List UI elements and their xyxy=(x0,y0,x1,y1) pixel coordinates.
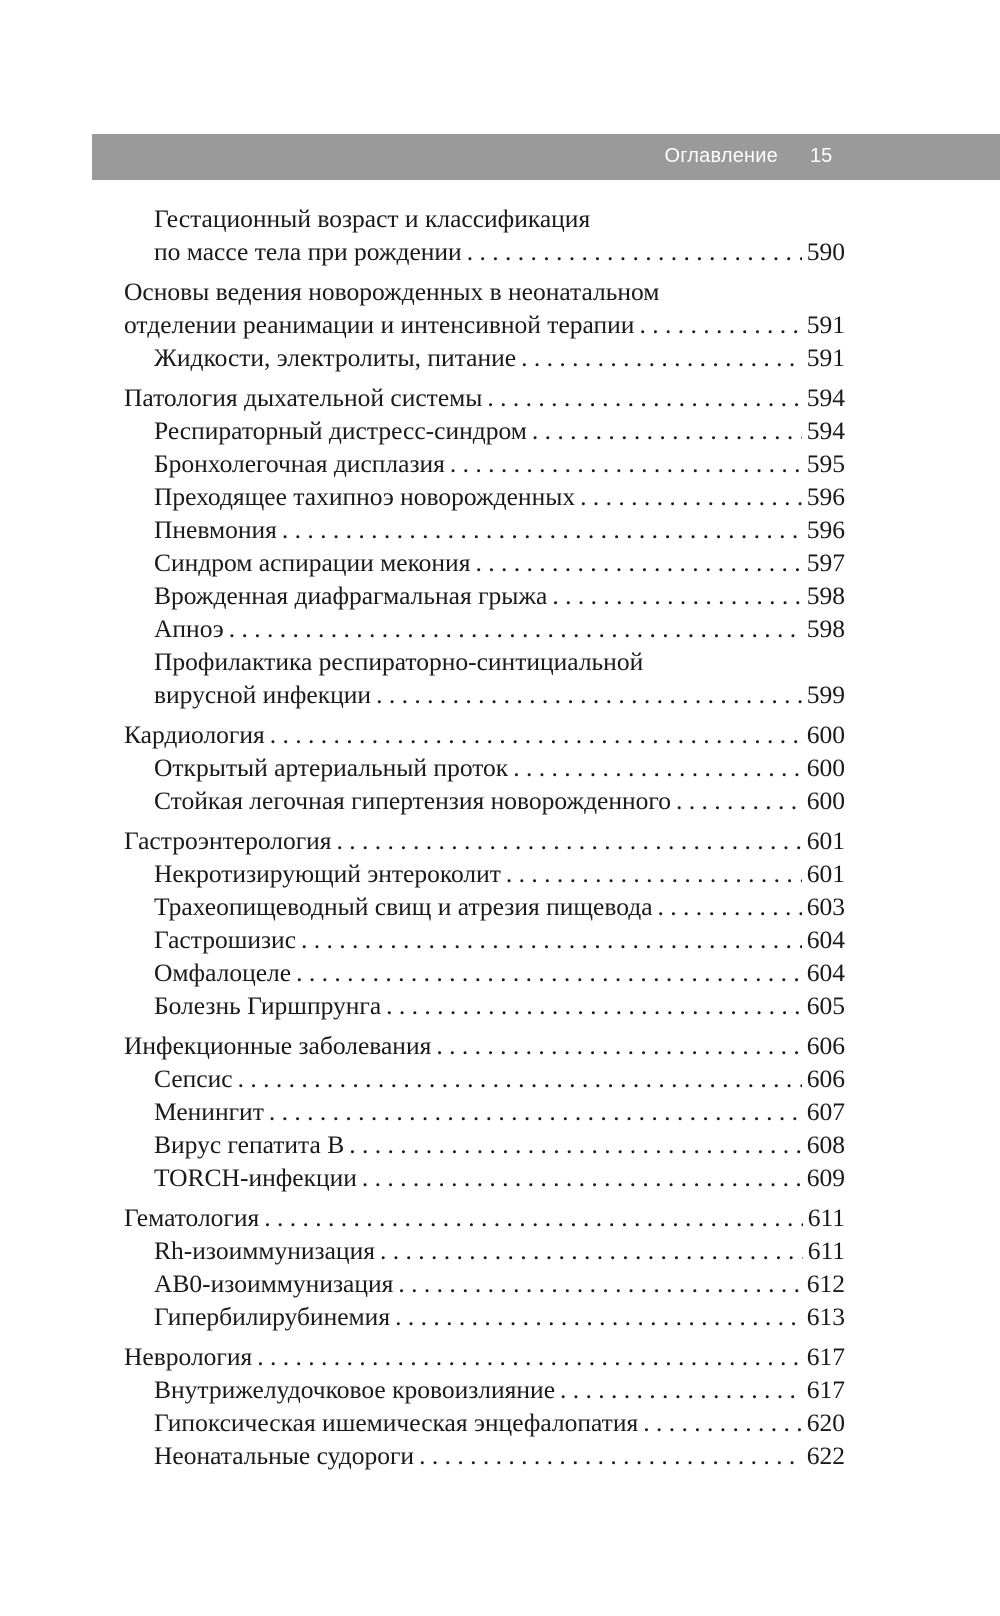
toc-entry xyxy=(124,1340,845,1373)
toc-subentry xyxy=(124,890,845,923)
dot-leader xyxy=(580,480,802,513)
header-page-number: 15 xyxy=(810,145,833,167)
dot-leader xyxy=(436,1029,801,1062)
toc-page-number: 596 xyxy=(806,515,845,544)
dot-leader xyxy=(419,1439,802,1472)
running-header xyxy=(92,134,1000,180)
toc-entry-label: Омфалоцеле xyxy=(154,958,292,987)
toc-subentry xyxy=(124,751,845,784)
toc-subentry xyxy=(124,956,845,989)
toc-page-number: 604 xyxy=(806,958,845,987)
toc-subentry xyxy=(124,784,845,817)
toc-subentry xyxy=(124,857,845,890)
toc-subentry xyxy=(124,1267,845,1300)
toc-entry-label: AB0-изоиммунизация xyxy=(154,1269,394,1298)
toc-subentry xyxy=(124,923,845,956)
toc-page-number: 620 xyxy=(806,1408,845,1437)
dot-leader xyxy=(257,1340,802,1373)
toc-entry-label: отделении реанимации и интенсивной терапии xyxy=(124,310,635,339)
dot-leader xyxy=(676,784,802,817)
toc-page-number: 607 xyxy=(806,1097,845,1126)
toc-subentry xyxy=(124,1373,845,1406)
toc-page-number: 604 xyxy=(806,925,845,954)
toc-subentry xyxy=(124,546,845,579)
toc-page-number: 601 xyxy=(806,859,845,888)
toc-entry-label: Апноэ xyxy=(154,614,224,643)
dot-leader xyxy=(264,1201,802,1234)
toc-entry xyxy=(124,718,845,751)
toc-page-number: 596 xyxy=(806,482,845,511)
toc-section xyxy=(124,275,845,374)
toc-page-number: 591 xyxy=(806,343,845,372)
toc-page-number: 590 xyxy=(806,237,845,266)
toc-entry xyxy=(124,1201,845,1234)
toc-page-number: 611 xyxy=(807,1236,845,1265)
toc-subentry xyxy=(124,1234,845,1267)
toc-entry xyxy=(124,381,845,414)
toc-entry-label: Неонатальные судороги xyxy=(154,1441,415,1470)
toc-page-number: 605 xyxy=(806,991,845,1020)
toc-entry-label: Некротизирующий энтероколит xyxy=(154,859,501,888)
dot-leader xyxy=(296,956,802,989)
dot-leader xyxy=(282,513,802,546)
dot-leader xyxy=(487,381,801,414)
toc-subentry xyxy=(124,1095,845,1128)
dot-leader xyxy=(337,824,802,857)
dot-leader xyxy=(238,1062,802,1095)
dot-leader xyxy=(467,235,802,268)
toc-entry xyxy=(124,1029,845,1062)
dot-leader xyxy=(380,1234,803,1267)
dot-leader xyxy=(270,718,802,751)
toc-entry-label: Сепсис xyxy=(154,1064,233,1093)
header-title: Оглавление xyxy=(664,145,778,167)
toc-section xyxy=(124,1340,845,1472)
toc-subentry xyxy=(124,1161,845,1194)
toc-entry-label: Гастроэнтерология xyxy=(124,826,332,855)
toc-entry-label: вирусной инфекции xyxy=(154,680,372,709)
toc-page-number: 612 xyxy=(806,1269,845,1298)
toc-page-number: 611 xyxy=(807,1203,845,1232)
toc-entry-label: Инфекционные заболевания xyxy=(124,1031,432,1060)
toc-entry-label: Жидкости, электролиты, питание xyxy=(154,343,517,372)
toc-entry-label: Неврология xyxy=(124,1342,253,1371)
toc-subentry xyxy=(124,989,845,1022)
dot-leader xyxy=(513,751,802,784)
toc-page-number: 601 xyxy=(806,826,845,855)
toc-entry-label: Пневмония xyxy=(154,515,277,544)
toc-entry-label: Трахеопищеводный свищ и атрезия пищевода xyxy=(154,892,653,921)
toc-page-number: 598 xyxy=(806,581,845,610)
toc-section xyxy=(124,718,845,817)
toc-section xyxy=(124,1029,845,1194)
toc-entry-title-line: Основы ведения новорожденных в неонатальном xyxy=(124,277,660,306)
toc-page-number: 606 xyxy=(806,1031,845,1060)
toc-page-number: 606 xyxy=(806,1064,845,1093)
dot-leader xyxy=(560,1373,802,1406)
toc-page-number: 591 xyxy=(806,310,845,339)
toc-subentry xyxy=(124,447,845,480)
dot-leader xyxy=(658,890,802,923)
toc-section xyxy=(124,381,845,711)
toc-entry xyxy=(124,824,845,857)
toc-page-number: 594 xyxy=(806,416,845,445)
toc-subentry xyxy=(124,1128,845,1161)
toc-entry-label: Болезнь Гиршпрунга xyxy=(154,991,382,1020)
toc-section xyxy=(124,824,845,1022)
toc-entry-label: Патология дыхательной системы xyxy=(124,383,483,412)
toc-page-number: 617 xyxy=(806,1342,845,1371)
dot-leader xyxy=(376,678,802,711)
toc-section xyxy=(124,1201,845,1333)
table-of-contents xyxy=(124,202,845,1479)
dot-leader xyxy=(506,857,802,890)
toc-subentry xyxy=(124,513,845,546)
toc-page-number: 600 xyxy=(806,753,845,782)
toc-subentry xyxy=(124,678,845,711)
dot-leader xyxy=(532,414,802,447)
toc-subentry xyxy=(124,341,845,374)
toc-entry-label: Преходящее тахипноэ новорожденных xyxy=(154,482,576,511)
dot-leader xyxy=(269,1095,802,1128)
toc-entry-label: Гипоксическая ишемическая энцефалопатия xyxy=(154,1408,639,1437)
toc-page-number: 600 xyxy=(806,786,845,815)
toc-entry-label: Респираторный дистресс-синдром xyxy=(154,416,527,445)
toc-subentry xyxy=(124,414,845,447)
toc-subentry xyxy=(124,235,845,268)
toc-entry-label: TORCH-инфекции xyxy=(154,1163,357,1192)
toc-entry-label: Кардиология xyxy=(124,720,265,749)
dot-leader xyxy=(475,546,801,579)
dot-leader xyxy=(386,989,802,1022)
toc-entry-label: Rh-изоиммунизация xyxy=(154,1236,375,1265)
toc-subentry xyxy=(124,1300,845,1333)
toc-page-number: 594 xyxy=(806,383,845,412)
dot-leader xyxy=(450,447,802,480)
toc-entry-title-line: Профилактика респираторно-синтициальной xyxy=(154,647,644,676)
dot-leader xyxy=(229,612,802,645)
toc-page-number: 600 xyxy=(806,720,845,749)
toc-entry-label: Внутрижелудочковое кровоизлияние xyxy=(154,1375,556,1404)
toc-subentry xyxy=(124,612,845,645)
toc-entry-label: Гематология xyxy=(124,1203,260,1232)
dot-leader xyxy=(301,923,802,956)
dot-leader xyxy=(639,308,801,341)
toc-entry-label: Бронхолегочная дисплазия xyxy=(154,449,445,478)
dot-leader xyxy=(398,1267,801,1300)
toc-entry-label: Гастрошизис xyxy=(154,925,297,954)
toc-page-number: 609 xyxy=(806,1163,845,1192)
dot-leader xyxy=(395,1300,802,1333)
toc-subentry xyxy=(124,1439,845,1472)
toc-page-number: 608 xyxy=(806,1130,845,1159)
toc-page-number: 603 xyxy=(806,892,845,921)
toc-entry-label: Вирус гепатита B xyxy=(154,1130,345,1159)
dot-leader xyxy=(521,341,802,374)
toc-subentry xyxy=(124,480,845,513)
dot-leader xyxy=(552,579,801,612)
toc-page-number: 598 xyxy=(806,614,845,643)
toc-subentry xyxy=(124,579,845,612)
toc-page-number: 617 xyxy=(806,1375,845,1404)
toc-page-number: 595 xyxy=(806,449,845,478)
toc-entry xyxy=(124,308,845,341)
toc-page-number: 597 xyxy=(806,548,845,577)
toc-entry-label: Стойкая легочная гипертензия новорожденного xyxy=(154,786,671,815)
toc-entry-label: по массе тела при рождении xyxy=(154,237,462,266)
toc-entry-label: Врожденная диафрагмальная грыжа xyxy=(154,581,548,610)
toc-section xyxy=(124,202,845,268)
dot-leader xyxy=(643,1406,802,1439)
toc-entry-title-line: Гестационный возраст и классификация xyxy=(154,204,591,233)
toc-entry-label: Синдром аспирации мекония xyxy=(154,548,471,577)
toc-entry-label: Гипербилирубинемия xyxy=(154,1302,391,1331)
toc-page-number: 613 xyxy=(806,1302,845,1331)
dot-leader xyxy=(349,1128,802,1161)
toc-entry-label: Открытый артериальный проток xyxy=(154,753,509,782)
toc-entry-label: Менингит xyxy=(154,1097,264,1126)
toc-page-number: 622 xyxy=(806,1441,845,1470)
toc-subentry xyxy=(124,1062,845,1095)
dot-leader xyxy=(362,1161,802,1194)
toc-page-number: 599 xyxy=(806,680,845,709)
toc-subentry xyxy=(124,1406,845,1439)
